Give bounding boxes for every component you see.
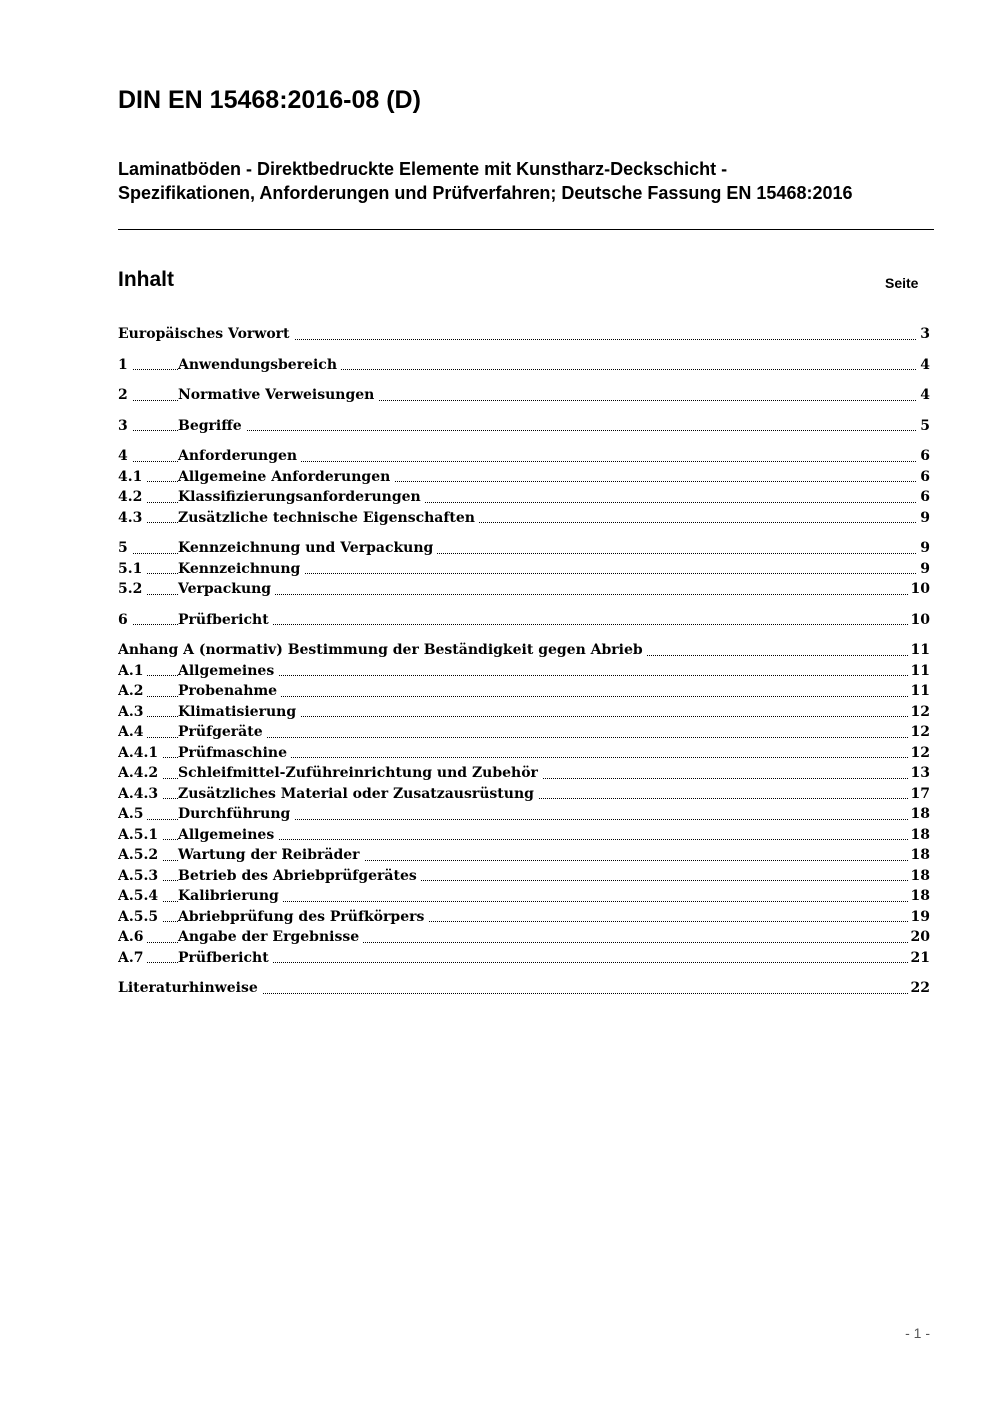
toc-entry-page: 11	[908, 661, 930, 682]
toc-entry[interactable]	[118, 538, 930, 559]
toc-entry-number: 5.1	[118, 559, 146, 580]
toc-entry-number: 4.3	[118, 508, 146, 529]
toc-entry-page: 12	[908, 743, 930, 764]
toc-entry-page: 18	[908, 866, 930, 887]
toc-heading: Inhalt	[118, 268, 174, 291]
toc-entry-page: 9	[917, 508, 930, 529]
page-number: - 1 -	[905, 1325, 930, 1341]
toc-entry[interactable]	[118, 886, 930, 907]
toc-entry-title: Allgemeines	[178, 661, 278, 682]
toc-entry-number: 3	[118, 416, 132, 437]
toc-entry[interactable]	[118, 702, 930, 723]
toc-entry[interactable]	[118, 661, 930, 682]
toc-entry[interactable]	[118, 978, 930, 999]
toc-entry-page: 13	[908, 763, 930, 784]
toc-entry-title: Durchführung	[178, 804, 294, 825]
toc-entry-number: A.1	[118, 661, 147, 682]
toc-entry-number: A.7	[118, 948, 147, 969]
toc-entry-number: A.5.3	[118, 866, 162, 887]
toc-entry-title: Wartung der Reibräder	[178, 845, 364, 866]
toc-entry-number: 6	[118, 610, 132, 631]
toc-entry-title: Begriffe	[178, 416, 246, 437]
toc-entry-page: 10	[908, 610, 930, 631]
toc-entry-title: Europäisches Vorwort	[118, 324, 294, 345]
toc-entry-title: Normative Verweisungen	[178, 385, 378, 406]
toc-entry-number: A.5.1	[118, 825, 162, 846]
toc-entry-number: A.6	[118, 927, 147, 948]
toc-entry-title: Klimatisierung	[178, 702, 300, 723]
toc-entry-title: Prüfbericht	[178, 948, 273, 969]
toc-entry-title: Betrieb des Abriebprüfgerätes	[178, 866, 421, 887]
toc-entry-title: Zusätzliches Material oder Zusatzausrüstung	[178, 784, 538, 805]
toc-entry-page: 10	[908, 579, 930, 600]
toc-entry-title: Anforderungen	[178, 446, 301, 467]
toc-entry[interactable]	[118, 416, 930, 437]
toc-entry-title: Zusätzliche technische Eigenschaften	[178, 508, 479, 529]
toc-entry-number: A.4.2	[118, 763, 162, 784]
toc-entry-page: 18	[908, 804, 930, 825]
toc-entry-page: 6	[917, 446, 930, 467]
toc-entry-title: Allgemeine Anforderungen	[178, 467, 394, 488]
toc-entry-page: 18	[908, 886, 930, 907]
toc-entry[interactable]	[118, 508, 930, 529]
toc-entry-title: Verpackung	[178, 579, 275, 600]
toc-entry[interactable]	[118, 866, 930, 887]
toc-entry[interactable]	[118, 845, 930, 866]
toc-entry-title: Klassifizierungsanforderungen	[178, 487, 425, 508]
toc-entry-page: 19	[908, 907, 930, 928]
toc-entry-title: Anhang A (normativ) Bestimmung der Beständigkeit gegen Abrieb	[118, 640, 647, 661]
toc-entry[interactable]	[118, 640, 930, 661]
toc-entry[interactable]	[118, 385, 930, 406]
toc-entry-page: 18	[908, 825, 930, 846]
toc-entry-page: 5	[917, 416, 930, 437]
toc-entry-title: Kalibrierung	[178, 886, 283, 907]
toc-entry-page: 11	[908, 640, 930, 661]
toc-entry[interactable]	[118, 446, 930, 467]
toc-entry[interactable]	[118, 784, 930, 805]
toc-entry-page: 9	[917, 559, 930, 580]
toc-entry-title: Prüfbericht	[178, 610, 273, 631]
toc-entry[interactable]	[118, 948, 930, 969]
toc-entry-page: 3	[917, 324, 930, 345]
toc-entry-number: 5.2	[118, 579, 146, 600]
toc-entry[interactable]	[118, 763, 930, 784]
toc-entry[interactable]	[118, 355, 930, 376]
toc-entry-title: Kennzeichnung und Verpackung	[178, 538, 437, 559]
toc-entry-title: Allgemeines	[178, 825, 278, 846]
toc-entry-title: Kennzeichnung	[178, 559, 304, 580]
toc-entry-page: 21	[908, 948, 930, 969]
toc-entry-title: Angabe der Ergebnisse	[178, 927, 363, 948]
toc-entry[interactable]	[118, 487, 930, 508]
toc-entry-title: Schleifmittel-Zuführeinrichtung und Zubehör	[178, 763, 542, 784]
toc-entry[interactable]	[118, 804, 930, 825]
toc-entry-page: 20	[908, 927, 930, 948]
toc-entry-number: 2	[118, 385, 132, 406]
toc-entry-number: A.5.2	[118, 845, 162, 866]
toc-entry-page: 6	[917, 467, 930, 488]
toc-entry[interactable]	[118, 579, 930, 600]
toc-page-label: Seite	[885, 275, 919, 291]
toc-entry-number: 4	[118, 446, 132, 467]
toc-entry-number: 5	[118, 538, 132, 559]
toc-entry[interactable]	[118, 610, 930, 631]
toc-entry-title: Abriebprüfung des Prüfkörpers	[178, 907, 428, 928]
title-divider	[118, 229, 934, 230]
toc-entry-number: 4.2	[118, 487, 146, 508]
table-of-contents	[118, 324, 930, 999]
toc-entry-number: A.5	[118, 804, 147, 825]
toc-entry[interactable]	[118, 722, 930, 743]
toc-entry[interactable]	[118, 467, 930, 488]
toc-entry-number: A.4.3	[118, 784, 162, 805]
toc-entry-number: A.5.5	[118, 907, 162, 928]
toc-entry-number: A.2	[118, 681, 147, 702]
toc-entry-number: A.4.1	[118, 743, 162, 764]
toc-entry-number: 1	[118, 355, 132, 376]
document-title: DIN EN 15468:2016-08 (D)	[118, 86, 421, 114]
toc-entry-number: A.5.4	[118, 886, 162, 907]
toc-entry-page: 4	[917, 385, 930, 406]
toc-entry-page: 4	[917, 355, 930, 376]
toc-entry[interactable]	[118, 825, 930, 846]
toc-entry-page: 17	[908, 784, 930, 805]
toc-entry-number: A.3	[118, 702, 147, 723]
toc-entry[interactable]	[118, 559, 930, 580]
toc-entry-page: 6	[917, 487, 930, 508]
toc-entry-title: Anwendungsbereich	[178, 355, 341, 376]
toc-entry[interactable]	[118, 324, 930, 345]
toc-entry[interactable]	[118, 743, 930, 764]
toc-entry-page: 22	[908, 978, 930, 999]
toc-entry[interactable]	[118, 927, 930, 948]
document-subtitle: Laminatböden - Direktbedruckte Elemente mit Kunstharz-Deckschicht - Spezifikationen, Anforderungen und Prüfverfahren; Deutsche Fassung EN 15468:2016	[118, 159, 853, 203]
toc-entry[interactable]	[118, 907, 930, 928]
toc-entry-title: Probenahme	[178, 681, 281, 702]
toc-entry-title: Prüfmaschine	[178, 743, 291, 764]
toc-entry-page: 9	[917, 538, 930, 559]
toc-entry-number: A.4	[118, 722, 147, 743]
toc-entry-page: 11	[908, 681, 930, 702]
toc-entry[interactable]	[118, 681, 930, 702]
toc-entry-page: 12	[908, 722, 930, 743]
toc-entry-title: Literaturhinweise	[118, 978, 262, 999]
toc-entry-number: 4.1	[118, 467, 146, 488]
toc-entry-page: 18	[908, 845, 930, 866]
toc-entry-page: 12	[908, 702, 930, 723]
toc-entry-title: Prüfgeräte	[178, 722, 267, 743]
